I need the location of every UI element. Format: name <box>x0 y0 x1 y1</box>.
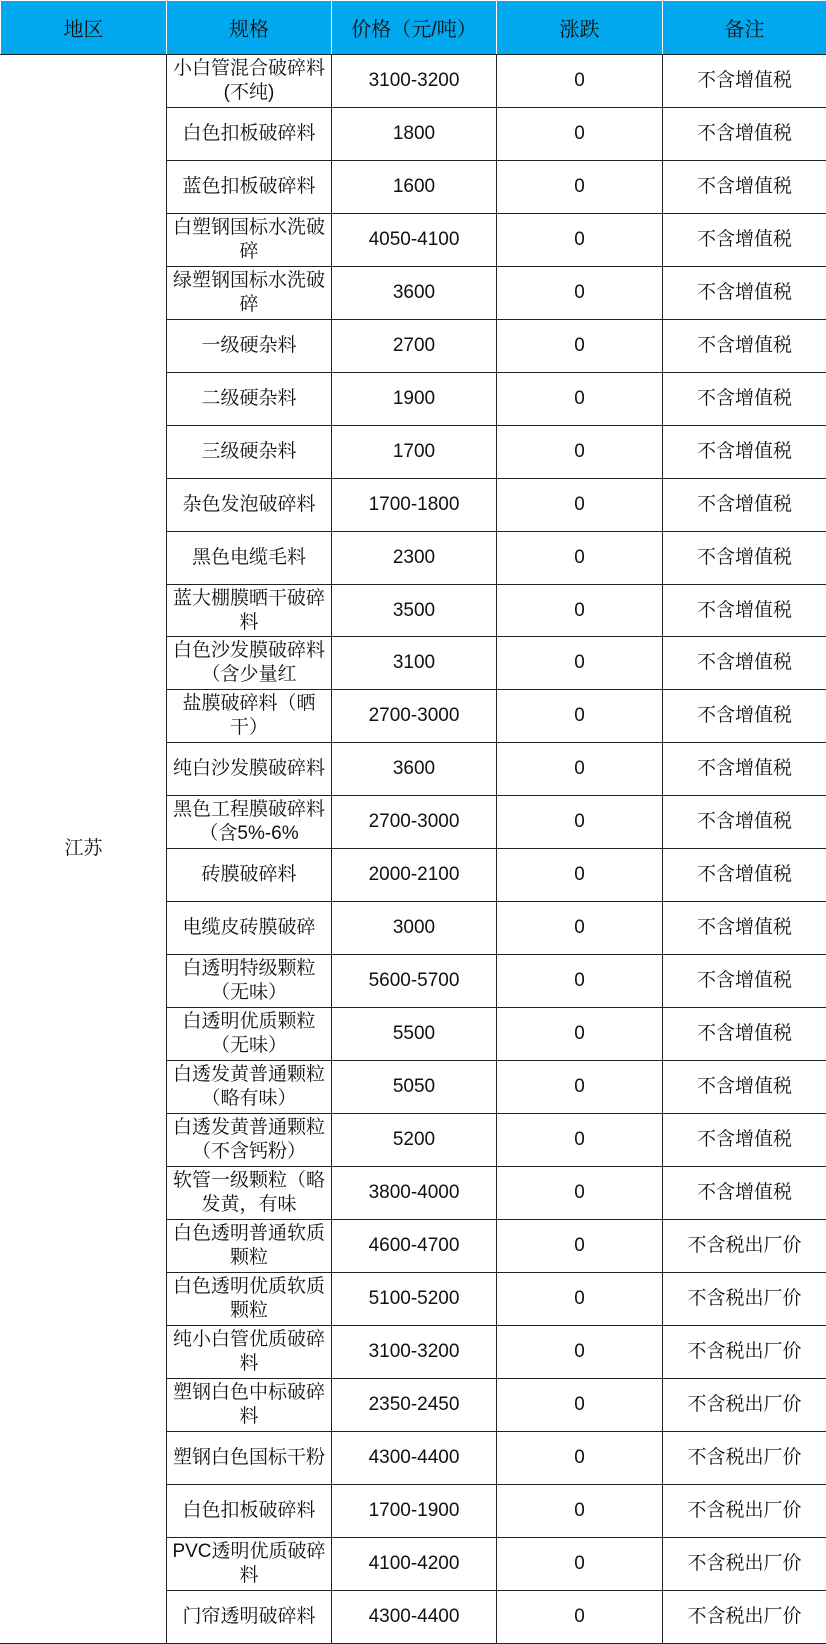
change-cell: 0 <box>497 902 663 955</box>
change-cell: 0 <box>497 160 663 213</box>
price-cell: 3600 <box>332 266 497 319</box>
spec-cell <box>167 319 332 372</box>
price-cell: 2700-3000 <box>332 690 497 743</box>
spec-text: PVC透明优质破碎料 <box>172 1540 326 1586</box>
spec-text: 白塑钢国标水洗破碎 <box>172 216 325 262</box>
change-cell: 0 <box>497 637 663 690</box>
price-cell: 1700 <box>332 425 497 478</box>
note-cell: 不含增值税 <box>663 107 826 160</box>
change-cell: 0 <box>497 1061 663 1114</box>
change-cell: 0 <box>497 1484 663 1537</box>
spec-text: 杂色发泡破碎料 <box>182 493 316 515</box>
spec-text: 门帘透明破碎料 <box>182 1605 316 1627</box>
spec-cell <box>167 1378 332 1431</box>
note-cell: 不含税出厂价 <box>663 1378 826 1431</box>
spec-text: 蓝色扣板破碎料 <box>182 175 316 197</box>
change-cell: 0 <box>497 955 663 1008</box>
change-cell: 0 <box>497 1008 663 1061</box>
spec-text: 白色扣板破碎料 <box>182 1499 316 1521</box>
table-body <box>1 55 826 1644</box>
price-cell: 4100-4200 <box>332 1537 497 1590</box>
spec-text: 绿塑钢国标水洗破碎 <box>172 269 325 315</box>
spec-cell <box>167 266 332 319</box>
change-cell: 0 <box>497 1378 663 1431</box>
change-cell: 0 <box>497 743 663 796</box>
spec-cell <box>167 1114 332 1167</box>
change-cell: 0 <box>497 690 663 743</box>
note-cell: 不含增值税 <box>663 319 826 372</box>
spec-cell <box>167 531 332 584</box>
header-spec: 规格 <box>167 1 332 55</box>
table-row <box>1 55 826 108</box>
change-cell: 0 <box>497 849 663 902</box>
change-cell: 0 <box>497 107 663 160</box>
spec-text: 电缆皮砖膜破碎 <box>182 917 316 939</box>
change-cell: 0 <box>497 1431 663 1484</box>
change-cell: 0 <box>497 1590 663 1643</box>
price-cell: 3000 <box>332 902 497 955</box>
spec-text: 白透明特级颗粒（无味） <box>182 958 316 1004</box>
spec-text: 白色沙发膜破碎料（含少量红 <box>172 640 325 686</box>
change-cell: 0 <box>497 425 663 478</box>
spec-cell <box>167 1590 332 1643</box>
spec-cell <box>167 1061 332 1114</box>
price-cell: 3600 <box>332 743 497 796</box>
change-cell: 0 <box>497 372 663 425</box>
spec-cell <box>167 213 332 266</box>
price-cell: 3500 <box>332 584 497 637</box>
note-cell: 不含增值税 <box>663 1008 826 1061</box>
spec-text: 白色透明普通软质颗粒 <box>172 1222 325 1268</box>
note-cell: 不含税出厂价 <box>663 1484 826 1537</box>
note-cell: 不含税出厂价 <box>663 1219 826 1272</box>
note-cell: 不含增值税 <box>663 1114 826 1167</box>
spec-cell <box>167 1219 332 1272</box>
spec-text: 白色透明优质软质颗粒 <box>172 1275 325 1321</box>
spec-cell <box>167 743 332 796</box>
spec-cell <box>167 55 332 108</box>
spec-text: 白透发黄普通颗粒（不含钙粉） <box>172 1117 325 1163</box>
change-cell: 0 <box>497 1537 663 1590</box>
region-cell: 江苏 <box>1 55 167 1644</box>
price-cell: 4300-4400 <box>332 1431 497 1484</box>
note-cell: 不含税出厂价 <box>663 1590 826 1643</box>
price-cell: 2700-3000 <box>332 796 497 849</box>
spec-cell <box>167 107 332 160</box>
note-cell: 不含增值税 <box>663 743 826 796</box>
spec-cell <box>167 425 332 478</box>
change-cell: 0 <box>497 1219 663 1272</box>
spec-cell <box>167 1325 332 1378</box>
spec-text: 白透发黄普通颗粒（略有味） <box>172 1064 325 1110</box>
price-cell: 2700 <box>332 319 497 372</box>
price-cell: 2300 <box>332 531 497 584</box>
spec-text: 纯白沙发膜破碎料 <box>172 758 325 780</box>
spec-cell <box>167 955 332 1008</box>
spec-text: 蓝大棚膜晒干破碎料 <box>172 587 325 633</box>
price-cell: 1600 <box>332 160 497 213</box>
price-cell: 5600-5700 <box>332 955 497 1008</box>
note-cell: 不含增值税 <box>663 531 826 584</box>
spec-cell <box>167 849 332 902</box>
price-cell: 4050-4100 <box>332 213 497 266</box>
spec-cell <box>167 478 332 531</box>
price-cell: 3100 <box>332 637 497 690</box>
change-cell: 0 <box>497 584 663 637</box>
price-cell: 3100-3200 <box>332 1325 497 1378</box>
change-cell: 0 <box>497 1272 663 1325</box>
price-cell: 3800-4000 <box>332 1167 497 1220</box>
note-cell: 不含增值税 <box>663 796 826 849</box>
header-region: 地区 <box>1 1 167 55</box>
price-cell: 5100-5200 <box>332 1272 497 1325</box>
spec-text: 砖膜破碎料 <box>201 864 297 886</box>
note-cell: 不含增值税 <box>663 1167 826 1220</box>
spec-cell <box>167 1272 332 1325</box>
spec-cell <box>167 584 332 637</box>
price-cell: 3100-3200 <box>332 55 497 108</box>
note-cell: 不含增值税 <box>663 160 826 213</box>
spec-cell <box>167 372 332 425</box>
spec-cell <box>167 637 332 690</box>
note-cell: 不含增值税 <box>663 372 826 425</box>
spec-text: 小白管混合破碎料(不纯) <box>172 57 325 103</box>
change-cell: 0 <box>497 213 663 266</box>
price-cell: 1700-1800 <box>332 478 497 531</box>
note-cell: 不含税出厂价 <box>663 1272 826 1325</box>
note-cell: 不含增值税 <box>663 55 826 108</box>
spec-text: 塑钢白色国标干粉 <box>172 1446 325 1468</box>
note-cell: 不含增值税 <box>663 584 826 637</box>
note-cell: 不含增值税 <box>663 849 826 902</box>
header-change: 涨跌 <box>497 1 663 55</box>
change-cell: 0 <box>497 55 663 108</box>
spec-text: 白色扣板破碎料 <box>182 122 316 144</box>
price-cell: 1700-1900 <box>332 1484 497 1537</box>
note-cell: 不含增值税 <box>663 213 826 266</box>
price-cell: 1800 <box>332 107 497 160</box>
spec-text: 黑色工程膜破碎料（含5%-6% <box>172 799 325 845</box>
spec-cell <box>167 1484 332 1537</box>
price-cell: 5500 <box>332 1008 497 1061</box>
spec-cell <box>167 160 332 213</box>
price-cell: 1900 <box>332 372 497 425</box>
header-price: 价格（元/吨） <box>332 1 497 55</box>
note-cell: 不含增值税 <box>663 1061 826 1114</box>
change-cell: 0 <box>497 319 663 372</box>
header-row <box>1 1 826 55</box>
spec-cell <box>167 1008 332 1061</box>
spec-text: 软管一级颗粒（略发黄，有味 <box>172 1169 325 1215</box>
note-cell: 不含增值税 <box>663 902 826 955</box>
note-cell: 不含增值税 <box>663 478 826 531</box>
spec-cell <box>167 1431 332 1484</box>
note-cell: 不含增值税 <box>663 637 826 690</box>
change-cell: 0 <box>497 266 663 319</box>
note-cell: 不含增值税 <box>663 425 826 478</box>
spec-cell <box>167 1167 332 1220</box>
spec-text: 白透明优质颗粒（无味） <box>182 1011 316 1057</box>
price-cell: 5050 <box>332 1061 497 1114</box>
spec-text: 纯小白管优质破碎料 <box>172 1328 325 1374</box>
price-cell: 2000-2100 <box>332 849 497 902</box>
spec-text: 盐膜破碎料（晒干） <box>182 693 316 739</box>
spec-cell <box>167 796 332 849</box>
spec-cell <box>167 690 332 743</box>
note-cell: 不含增值税 <box>663 955 826 1008</box>
note-cell: 不含税出厂价 <box>663 1537 826 1590</box>
spec-cell <box>167 902 332 955</box>
price-cell: 4300-4400 <box>332 1590 497 1643</box>
price-cell: 5200 <box>332 1114 497 1167</box>
header-note: 备注 <box>663 1 826 55</box>
spec-cell <box>167 1537 332 1590</box>
change-cell: 0 <box>497 478 663 531</box>
change-cell: 0 <box>497 796 663 849</box>
note-cell: 不含增值税 <box>663 266 826 319</box>
change-cell: 0 <box>497 1114 663 1167</box>
note-cell: 不含增值税 <box>663 690 826 743</box>
price-cell: 4600-4700 <box>332 1219 497 1272</box>
spec-text: 塑钢白色中标破碎料 <box>172 1381 325 1427</box>
spec-text: 一级硬杂料 <box>201 334 297 356</box>
spec-text: 三级硬杂料 <box>201 440 297 462</box>
change-cell: 0 <box>497 531 663 584</box>
change-cell: 0 <box>497 1325 663 1378</box>
spec-text: 二级硬杂料 <box>201 387 297 409</box>
note-cell: 不含税出厂价 <box>663 1431 826 1484</box>
note-cell: 不含税出厂价 <box>663 1325 826 1378</box>
change-cell: 0 <box>497 1167 663 1220</box>
price-cell: 2350-2450 <box>332 1378 497 1431</box>
spec-text: 黑色电缆毛料 <box>191 546 306 568</box>
